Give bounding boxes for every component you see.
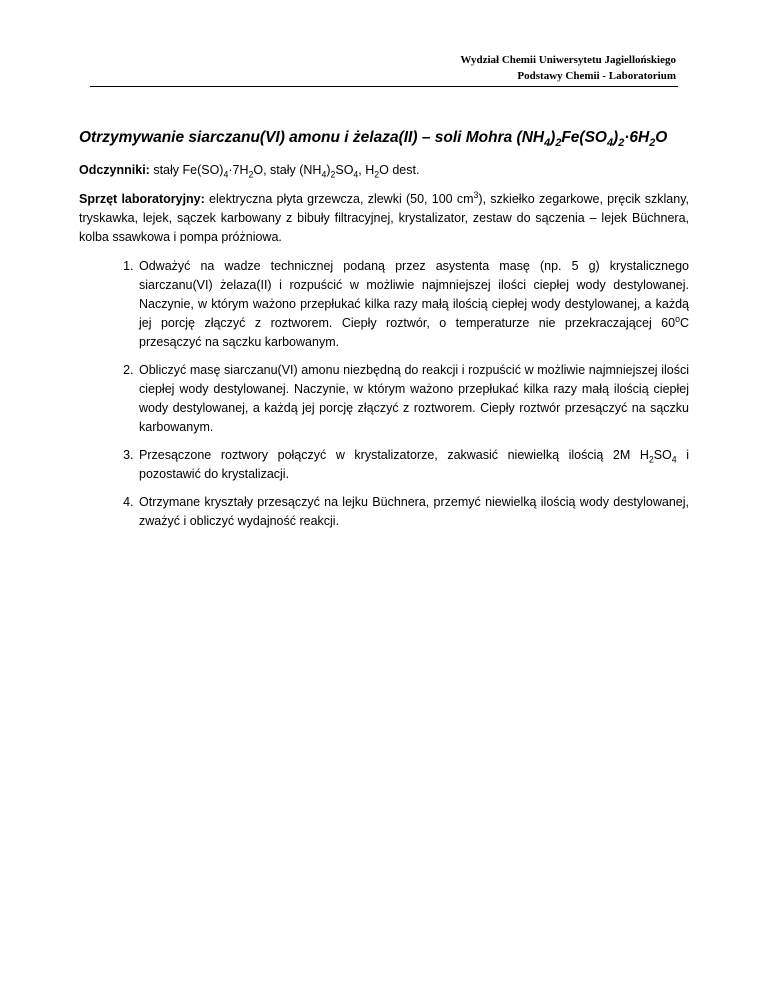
title-subscript: 2 xyxy=(555,137,562,150)
equipment-paragraph xyxy=(79,190,689,247)
procedure-steps xyxy=(79,257,689,531)
reagents-paragraph xyxy=(79,161,689,180)
title-text: ) xyxy=(550,129,556,146)
equipment-text: elektryczna płyta grzewcza, zlewki (50, 100 cm xyxy=(204,192,474,206)
reagents-subscript: 2 xyxy=(248,169,254,180)
step-text: Otrzymane kryształy przesączyć na lejku Büchnera, przemyć niewielką ilością wody destylowanej, zważyć i obliczyć wydajność reakcji. xyxy=(139,495,689,528)
title-text: ·6H xyxy=(624,129,650,146)
step-text: Odważyć na wadze technicznej podaną przez asystenta masę (np. 5 g) krystalicznego siarczanu(VI) żelaza(II) i rozpuścić w możliwie najmniejszej ilości ciepłej wody destylowanej. Naczynie, w którym ważono przepłukać kilka razy małą ilością ciepłej wody destylowanej, a każdą jej porcję złączyć z roztworem. Ciepły roztwór, o temperaturze nie przekraczającej 60 xyxy=(139,259,689,330)
title-subscript: 2 xyxy=(618,137,625,150)
step-text: Obliczyć masę siarczanu(VI) amonu niezbędną do reakcji i rozpuścić w możliwie najmniejszej ilości ciepłej wody destylowanej. Naczynie, w którym ważono przepłukać kilka razy małą ilością ciepłej wody destylowanej, a każdą jej porcję złączyć z roztworem. Ciepły roztwór przesączyć na sączku karbowanym. xyxy=(139,363,689,434)
reagents-label: Odczynniki: xyxy=(79,163,150,177)
equipment-label: Sprzęt laboratoryjny: xyxy=(79,192,205,206)
step-subscript: 2 xyxy=(648,454,654,465)
step-text: C przesączyć na sączku karbowanym. xyxy=(139,316,689,349)
reagents-text: ) xyxy=(326,163,331,177)
equipment-superscript: 3 xyxy=(473,189,479,200)
step-item xyxy=(137,446,689,484)
step-item xyxy=(137,361,689,437)
reagents-text: ·7H xyxy=(228,163,249,177)
reagents-subscript: 4 xyxy=(321,169,327,180)
title-subscript: 4 xyxy=(544,137,551,150)
page-header xyxy=(460,52,676,84)
reagents-text: O dest. xyxy=(379,163,420,177)
reagents-subscript: 4 xyxy=(353,169,359,180)
title-subscript: 2 xyxy=(649,137,656,150)
reagents-subscript: 4 xyxy=(223,169,229,180)
document-title xyxy=(79,128,689,150)
title-subscript: 4 xyxy=(607,137,614,150)
step-item xyxy=(137,257,689,352)
step-text: Przesączone roztwory połączyć w krystalizatorze, zakwasić niewielką ilością 2M H xyxy=(139,448,649,462)
equipment-text: ), szkiełko zegarkowe, pręcik szklany, tryskawka, lejek, sączek karbowany z bibuły filtracyjnej, krystalizator, zestaw do sączenia – lejek Büchnera, kolba ssawkowa i pompa próżniowa. xyxy=(79,192,690,244)
step-text: i pozostawić do krystalizacji. xyxy=(139,448,689,481)
step-text: SO xyxy=(653,448,672,462)
title-text: Fe(SO xyxy=(561,129,607,146)
degree-superscript: o xyxy=(675,313,680,324)
title-text: O xyxy=(655,129,668,146)
reagents-subscript: 2 xyxy=(374,169,380,180)
title-text: ) xyxy=(613,129,619,146)
reagents-text: O, stały (NH xyxy=(253,163,322,177)
reagents-text: , H xyxy=(358,163,375,177)
reagents-subscript: 2 xyxy=(330,169,336,180)
header-institution: Wydział Chemii Uniwersytetu Jagiellońskiego xyxy=(460,54,676,66)
step-item xyxy=(137,493,689,531)
title-text: Otrzymywanie siarczanu(VI) amonu i żelaza(II) – soli Mohra (NH xyxy=(79,129,545,146)
reagents-text: SO xyxy=(335,163,354,177)
reagents-text: stały Fe(SO) xyxy=(149,163,224,177)
step-subscript: 4 xyxy=(671,454,677,465)
header-divider xyxy=(90,86,678,87)
header-course: Podstawy Chemii - Laboratorium xyxy=(517,70,676,82)
document-body xyxy=(79,128,689,540)
